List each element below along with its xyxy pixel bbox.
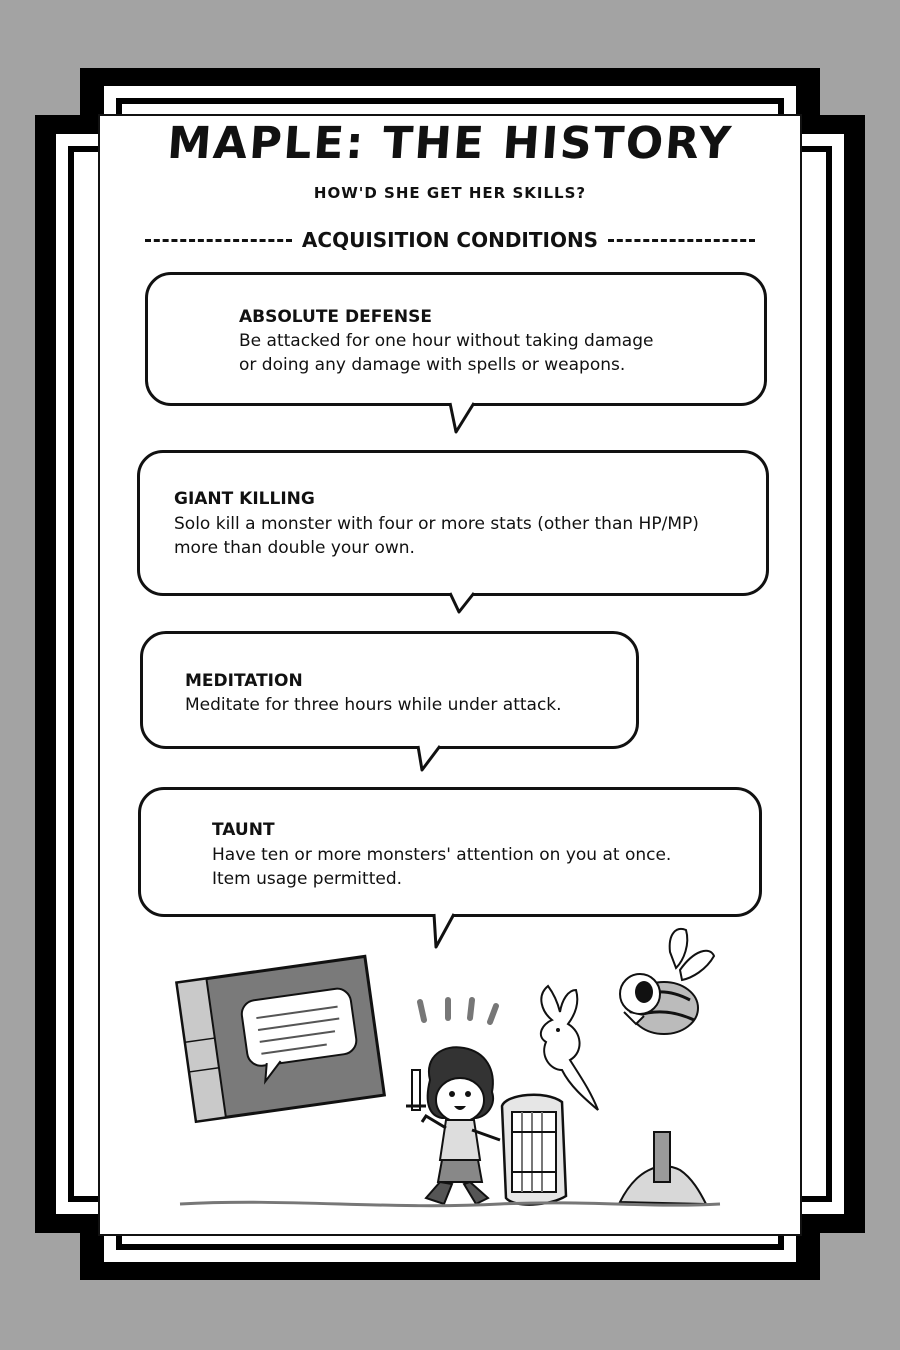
grave-mound-drawing [620, 1132, 706, 1204]
surprise-marks [420, 1000, 496, 1022]
dash-rule-right [608, 239, 755, 242]
rabbit-ghost-drawing [541, 986, 598, 1110]
page-subtitle: HOW'D SHE GET HER SKILLS? [313, 184, 587, 202]
skill-description: Be attacked for one hour without taking damage or doing any damage with spells or weapons. [239, 331, 654, 375]
page-title: MAPLE: THE HISTORY [165, 118, 735, 169]
bubble-tail-1 [448, 402, 478, 436]
bubble-tail-3 [412, 745, 442, 773]
skill-bubble-meditation [140, 631, 639, 749]
bee-drawing [620, 929, 714, 1034]
skill-description: Solo kill a monster with four or more stats (other than HP/MP) more than double your own. [174, 514, 699, 558]
section-title: ACQUISITION CONDITIONS [301, 228, 599, 252]
chibi-illustration [170, 920, 730, 1220]
status-window-drawing [177, 956, 385, 1121]
skill-description: Meditate for three hours while under attack. [185, 695, 562, 715]
maple-character-drawing [406, 1047, 500, 1204]
skill-description: Have ten or more monsters' attention on you at once. Item usage permitted. [212, 845, 672, 889]
skill-name: TAUNT [212, 820, 275, 840]
bubble-tail-2 [448, 592, 478, 616]
skill-name: GIANT KILLING [174, 489, 315, 509]
shield-drawing [502, 1095, 566, 1205]
skill-name: MEDITATION [185, 671, 303, 691]
section-header [145, 224, 755, 256]
skill-name: ABSOLUTE DEFENSE [239, 307, 433, 327]
skill-bubble-taunt [138, 787, 762, 917]
skill-bubble-absolute-defense [145, 272, 767, 406]
dash-rule-left [145, 239, 292, 242]
skill-bubble-giant-killing [137, 450, 769, 596]
